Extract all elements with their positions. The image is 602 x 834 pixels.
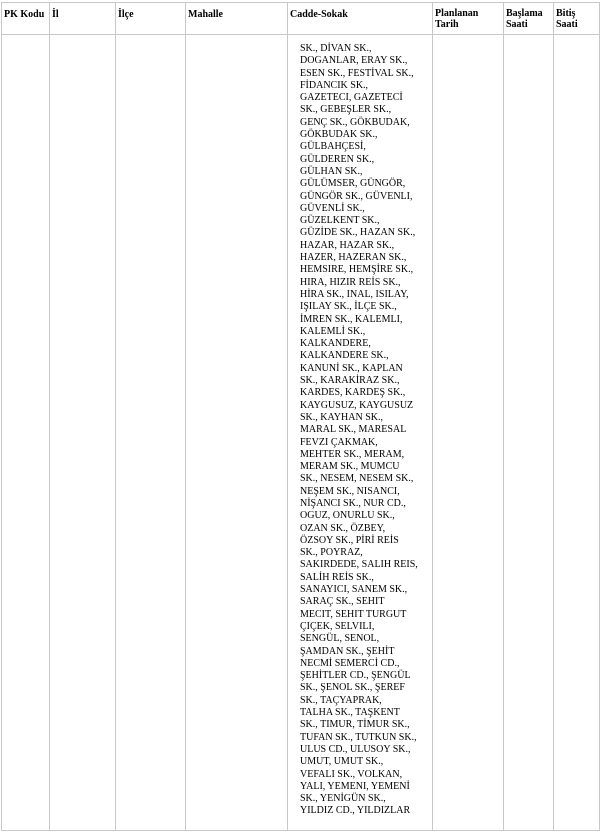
- header-ilce: İlçe: [116, 3, 186, 35]
- cell-cadde-sokak: [288, 35, 433, 831]
- cell-pk-kodu: [2, 35, 50, 831]
- cell-mahalle: [186, 35, 288, 831]
- header-bitis-saati: Bitiş Saati: [554, 3, 600, 35]
- header-planlanan-tarih: Planlanan Tarih: [433, 3, 504, 35]
- table-header-row: [2, 3, 600, 35]
- cell-planlanan-tarih: [433, 35, 504, 831]
- cell-baslama-saati: [504, 35, 554, 831]
- cell-bitis-saati: [554, 35, 600, 831]
- table-row: [2, 35, 600, 831]
- header-baslama-saati: Başlama Saati: [504, 3, 554, 35]
- header-pk-kodu: PK Kodu: [2, 3, 50, 35]
- cell-ilce: [116, 35, 186, 831]
- street-list: SK., DİVAN SK., DOGANLAR, ERAY SK., ESEN SK., FESTİVAL SK., FİDANCIK SK., GAZETECI, GAZETECİ SK., GEBEŞLER SK., GENÇ SK., GÖKBUDAK, GÖKBUDAK SK., GÜLBAHÇESİ, GÜLDEREN SK., GÜLHAN SK., GÜLÜMSER, GÜNGÖR, GÜNGÖR SK., GÜVENLI, GÜVENLİ SK., GÜZELKENT SK., GÜZİDE SK., HAZAN SK., HAZAR, HAZAR SK., HAZER, HAZERAN SK., HEMSIRE, HEMŞİRE SK., HIRA, HIZIR REİS SK., HİRA SK., INAL, ISILAY, IŞILAY SK., İLÇE SK., İMREN SK., KALEMLI, KALEMLİ SK., KALKANDERE, KALKANDERE SK., KANUNİ SK., KAPLAN SK., KARAKİRAZ SK., KARDES, KARDEŞ SK., KAYGUSUZ, KAYGUSUZ SK., KAYHAN SK., MARAL SK., MARESAL FEVZI ÇAKMAK, MEHTER SK., MERAM, MERAM SK., MUMCU SK., NESEM, NESEM SK., NEŞEM SK., NISANCI, NİŞANCI SK., NUR CD., OGUZ, ONURLU SK., OZAN SK., ÖZBEY, ÖZSOY SK., PİRİ REİS SK., POYRAZ, SAKIRDEDE, SALIH REIS, SALİH REİS SK., SANAYICI, SANEM SK., SARAÇ SK., SEHIT MECIT, SEHIT TURGUT ÇIÇEK, SELVILI, SENGÜL, SENOL, ŞAMDAN SK., ŞEHİT NECMİ SEMERCİ CD., ŞEHİTLER CD., ŞENGÜL SK., ŞENOL SK., ŞEREF SK., TAÇYAPRAK, TALHA SK., TAŞKENT SK., TIMUR, TİMUR SK., TUFAN SK., TUTKUN SK., ULUS CD., ULUSOY SK., UMUT, UMUT SK., VEFALI SK., VOLKAN, YALI, YEMENI, YEMENİ SK., YENİGÜN SK., YILDIZ CD., YILDIZLAR: [300, 43, 418, 817]
- header-mahalle: Mahalle: [186, 3, 288, 35]
- cell-il: [50, 35, 116, 831]
- header-il: İl: [50, 3, 116, 35]
- outage-schedule-table: [1, 2, 600, 831]
- header-cadde-sokak: Cadde-Sokak: [288, 3, 433, 35]
